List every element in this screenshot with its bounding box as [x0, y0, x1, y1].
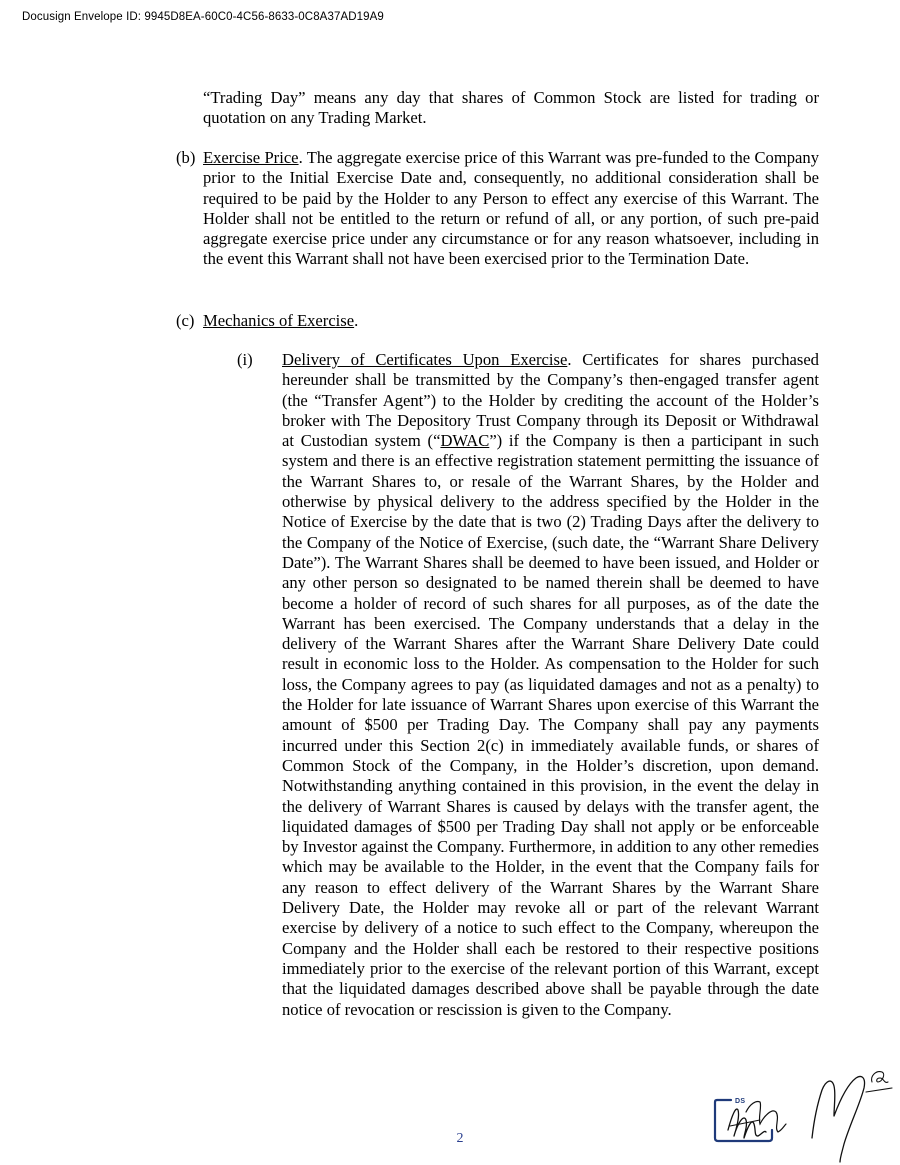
subsection-i-delivery	[282, 350, 819, 1020]
subsection-i-body-part2: ”) if the Company is then a participant in such system and there is an effective registration statement permitting the issuance of the Warrant Shares to, or resale of the Warrant Shares, by the Holder and otherwise by physical delivery to the address specified by the Holder in the Notice of Exercise by the date that is two (2) Trading Days after the delivery to the Company of the Notice of Exercise, (such date, the “Warrant Share Delivery Date”). The Warrant Shares shall be deemed to have been issued, and Holder or any other person so designated to be named therein shall be deemed to have become a holder of record of such shares for all purposes, as of the date the Warrant has been exercised. The Company understands that a delay in the delivery of the Warrant Shares after the Warrant Share Delivery Date could result in economic loss to the Holder. As compensation to the Holder for such loss, the Company agrees to pay (as liquidated damages and not as a penalty) to the Holder for late issuance of Warrant Shares upon exercise of this Warrant the amount of $500 per Trading Day. The Company shall pay any payments incurred under this Section 2(c) in immediately available funds, or shares of Common Stock of the Company, in the Holder’s discretion, upon demand. Notwithstanding anything contained in this provision, in the event the delay in the delivery of Warrant Shares is caused by delays with the transfer agent, the liquidated damages of $500 per Trading Day shall not apply or be enforceable by Investor against the Company. Furthermore, in addition to any other remedies which may be available to the Holder, in the event that the Company fails for any reason to effect delivery of the Warrant Shares by the Warrant Share Delivery Date, the Holder may revoke all or part of the relevant Warrant exercise by delivery of a notice to such effect to the Company, whereupon the Company and the Holder shall each be restored to their respective positions immediately prior to the exercise of the relevant portion of this Warrant, except that the liquidated damages described above shall be payable through the date notice of revocation or rescission is given to the Company.	[282, 431, 819, 1019]
subsection-i-heading: Delivery of Certificates Upon Exercise	[282, 350, 568, 369]
docusign-envelope-id: Docusign Envelope ID: 9945D8EA-60C0-4C56-8633-0C8A37AD19A9	[22, 11, 384, 23]
trading-day-definition: “Trading Day” means any day that shares of Common Stock are listed for trading or quotation on any Trading Market.	[203, 88, 819, 128]
subsection-i-body-part1: . Certificates for shares purchased hereunder shall be transmitted by the Company’s then-engaged transfer agent (the “Transfer Agent”) to the Holder by crediting the account of the Holder’s broker with The Depository Trust Company through its Deposit or Withdrawal at Custodian system (“	[282, 350, 819, 451]
section-c-label: (c)	[176, 311, 195, 330]
subsection-i-label: (i)	[237, 350, 253, 369]
docusign-ds-label: DS	[735, 1098, 746, 1105]
section-b-exercise-price	[203, 148, 819, 270]
section-b-label: (b)	[176, 148, 196, 167]
dwac-term: DWAC	[440, 431, 490, 451]
section-b-heading: Exercise Price	[203, 148, 299, 167]
section-c-heading: Mechanics of Exercise	[203, 311, 355, 330]
handwritten-signature	[700, 1060, 900, 1165]
page-number: 2	[456, 1131, 464, 1146]
section-c-mechanics	[203, 311, 819, 331]
section-c-suffix: .	[354, 311, 359, 330]
section-b-body: . The aggregate exercise price of this Warrant was pre-funded to the Company prior to the Initial Exercise Date and, consequently, no additional consideration shall be required to be paid by the Holder to any Person to effect any exercise of this Warrant. The Holder shall not be entitled to the return or refund of all, or any portion, of such pre-paid aggregate exercise price under any circumstance or for any reason whatsoever, including in the event this Warrant shall not have been exercised prior to the Termination Date.	[203, 148, 819, 269]
